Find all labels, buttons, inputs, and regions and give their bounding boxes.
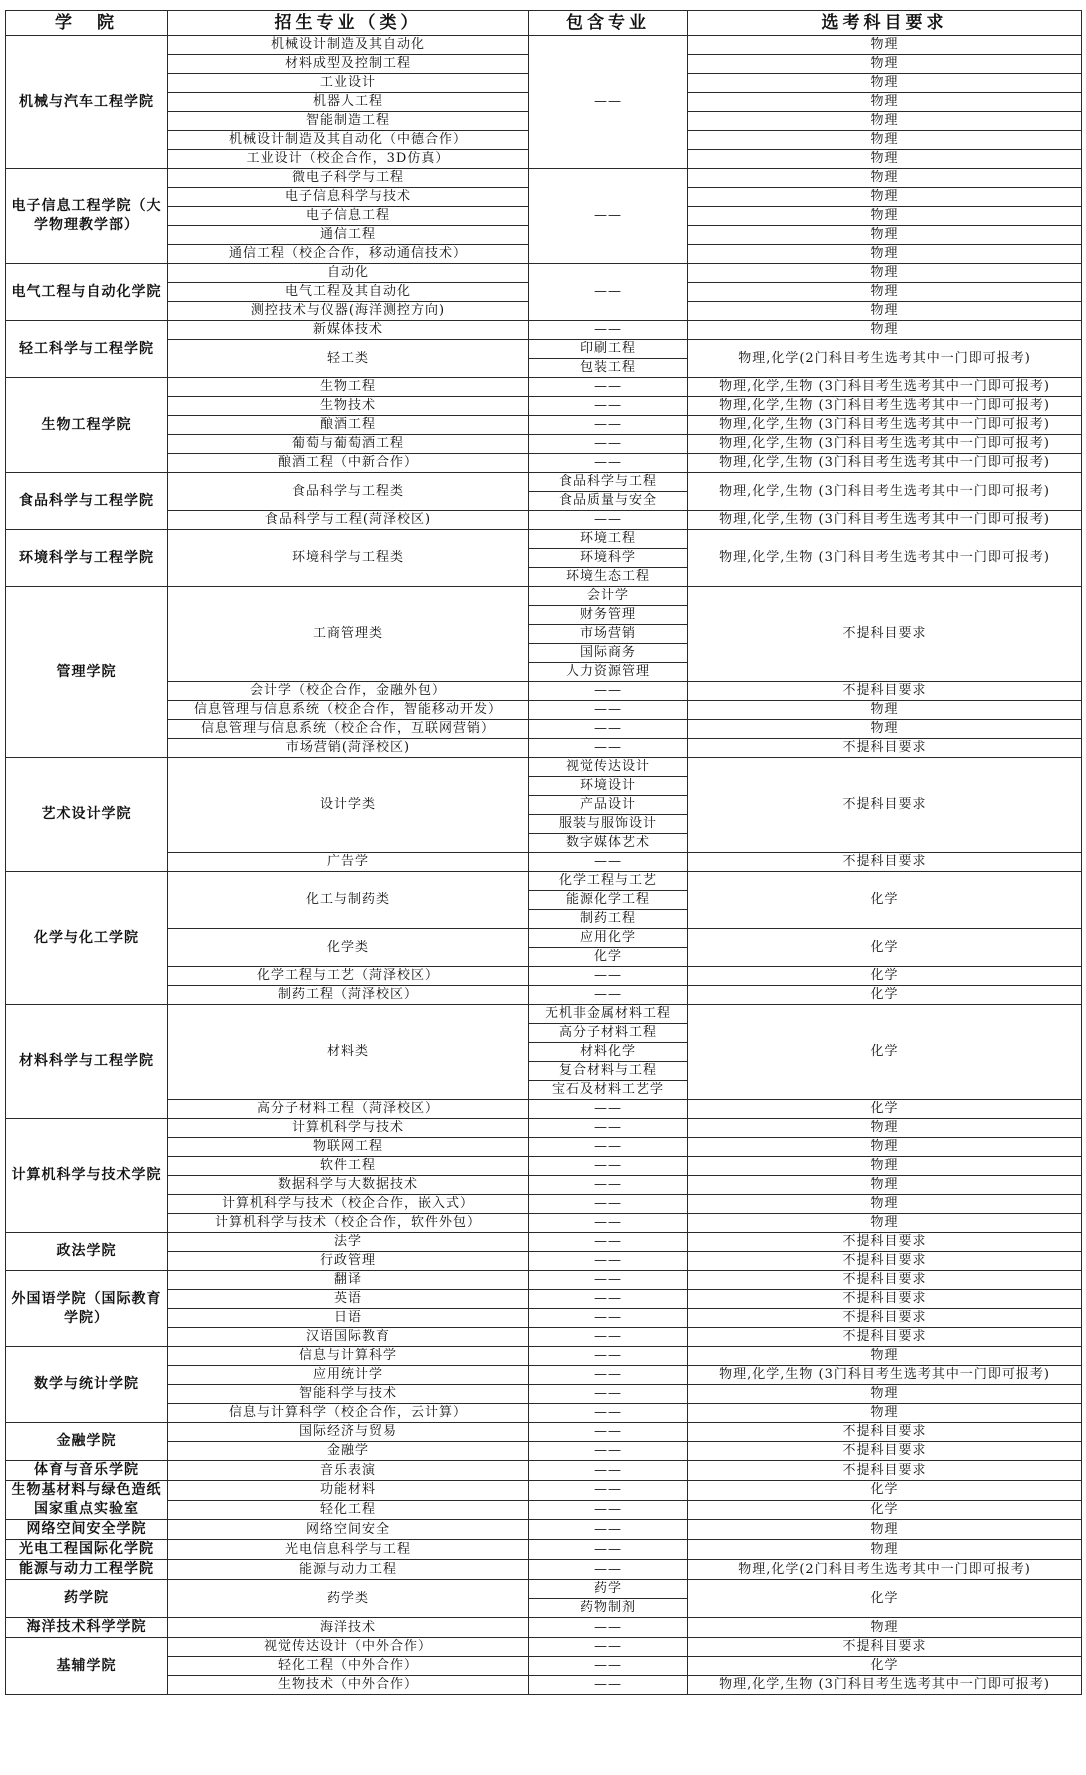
table-body [6,36,1082,1695]
includes-cell: 环境工程 [529,530,688,549]
major-cell: 金融学 [168,1442,529,1461]
table-row [6,435,1082,454]
subject-cell: 物理 [688,1385,1082,1404]
includes-cell: —— [529,1500,688,1520]
includes-cell: 化学工程与工艺 [529,872,688,891]
college-cell: 食品科学与工程学院 [6,473,168,530]
includes-cell: 能源化学工程 [529,891,688,910]
college-cell: 能源与动力工程学院 [6,1560,168,1580]
major-cell: 轻化工程 [168,1500,529,1520]
major-cell: 工商管理类 [168,587,529,682]
table-row [6,36,1082,55]
subject-cell: 物理 [688,93,1082,112]
table-row [6,1176,1082,1195]
subject-cell: 不提科目要求 [688,1233,1082,1252]
includes-cell: —— [529,986,688,1005]
subject-cell: 物理 [688,701,1082,720]
includes-cell: 视觉传达设计 [529,758,688,777]
subject-cell: 物理,化学,生物 (3门科目考生选考其中一门即可报考) [688,530,1082,587]
subject-cell: 物理 [688,1138,1082,1157]
subject-cell: 化学 [688,1580,1082,1618]
major-cell: 机械设计制造及其自动化（中德合作） [168,131,529,150]
includes-cell: 财务管理 [529,606,688,625]
major-cell: 数据科学与大数据技术 [168,1176,529,1195]
major-cell: 微电子科学与工程 [168,169,529,188]
table-row [6,872,1082,891]
subject-cell: 物理,化学,生物 (3门科目考生选考其中一门即可报考) [688,378,1082,397]
table-row [6,454,1082,473]
table-row [6,397,1082,416]
subject-cell: 物理 [688,207,1082,226]
subject-cell: 物理 [688,1195,1082,1214]
table-row [6,1366,1082,1385]
major-cell: 食品科学与工程类 [168,473,529,511]
subject-cell: 不提科目要求 [688,1461,1082,1481]
major-cell: 计算机科学与技术（校企合作，软件外包） [168,1214,529,1233]
includes-cell: —— [529,1138,688,1157]
header-subject: 选考科目要求 [688,11,1082,36]
includes-cell: 产品设计 [529,796,688,815]
includes-cell: 服装与服饰设计 [529,815,688,834]
includes-cell: —— [529,1385,688,1404]
subject-cell: 物理,化学,生物 (3门科目考生选考其中一门即可报考) [688,473,1082,511]
subject-cell: 物理 [688,226,1082,245]
includes-cell: —— [529,701,688,720]
subject-cell: 物理,化学,生物 (3门科目考生选考其中一门即可报考) [688,416,1082,435]
major-cell: 视觉传达设计（中外合作） [168,1638,529,1657]
includes-cell: 环境生态工程 [529,568,688,587]
major-cell: 国际经济与贸易 [168,1423,529,1442]
includes-cell: —— [529,1540,688,1560]
table-row [6,511,1082,530]
major-cell: 行政管理 [168,1252,529,1271]
includes-cell: 环境科学 [529,549,688,568]
major-cell: 通信工程 [168,226,529,245]
includes-cell: 材料化学 [529,1043,688,1062]
includes-cell: —— [529,967,688,986]
major-cell: 物联网工程 [168,1138,529,1157]
includes-cell: —— [529,1290,688,1309]
includes-cell: —— [529,853,688,872]
college-cell: 机械与汽车工程学院 [6,36,168,169]
subject-cell: 物理 [688,188,1082,207]
college-cell: 基辅学院 [6,1638,168,1695]
includes-cell: —— [529,1676,688,1695]
subject-cell: 不提科目要求 [688,1252,1082,1271]
major-cell: 测控技术与仪器(海洋测控方向) [168,302,529,321]
major-cell: 信息管理与信息系统（校企合作，互联网营销） [168,720,529,739]
includes-cell: 会计学 [529,587,688,606]
includes-cell: —— [529,1657,688,1676]
college-cell: 金融学院 [6,1423,168,1461]
subject-cell: 化学 [688,1500,1082,1520]
college-cell: 药学院 [6,1580,168,1618]
includes-cell: —— [529,321,688,340]
table-row [6,169,1082,188]
major-cell: 机械设计制造及其自动化 [168,36,529,55]
table-row [6,1560,1082,1580]
subject-cell: 化学 [688,1100,1082,1119]
table-row [6,587,1082,606]
table-row [6,720,1082,739]
includes-cell: —— [529,1328,688,1347]
subject-cell: 物理 [688,264,1082,283]
table-row [6,1520,1082,1540]
table-row [6,967,1082,986]
includes-cell: 人力资源管理 [529,663,688,682]
major-cell: 海洋技术 [168,1618,529,1638]
subject-cell: 物理 [688,1176,1082,1195]
major-cell: 机器人工程 [168,93,529,112]
includes-cell: —— [529,1481,688,1501]
subject-cell: 物理,化学,生物 (3门科目考生选考其中一门即可报考) [688,435,1082,454]
table-row [6,1618,1082,1638]
subject-cell: 物理,化学,生物 (3门科目考生选考其中一门即可报考) [688,1676,1082,1695]
subject-cell: 物理 [688,1214,1082,1233]
table-row [6,264,1082,283]
table-row [6,929,1082,948]
table-row [6,1119,1082,1138]
major-cell: 生物技术（中外合作） [168,1676,529,1695]
subject-cell: 不提科目要求 [688,1271,1082,1290]
major-cell: 药学类 [168,1580,529,1618]
includes-cell: —— [529,378,688,397]
includes-cell: —— [529,1195,688,1214]
table-row [6,1676,1082,1695]
subject-cell: 不提科目要求 [688,682,1082,701]
college-cell: 体育与音乐学院 [6,1461,168,1481]
major-cell: 制药工程（菏泽校区） [168,986,529,1005]
includes-cell: —— [529,720,688,739]
subject-cell: 物理,化学,生物 (3门科目考生选考其中一门即可报考) [688,397,1082,416]
major-cell: 广告学 [168,853,529,872]
table-row [6,1214,1082,1233]
subject-cell: 物理,化学,生物 (3门科目考生选考其中一门即可报考) [688,454,1082,473]
includes-cell: 食品科学与工程 [529,473,688,492]
includes-cell: —— [529,264,688,321]
college-cell: 环境科学与工程学院 [6,530,168,587]
subject-cell: 物理 [688,1157,1082,1176]
table-row [6,1638,1082,1657]
college-cell: 材料科学与工程学院 [6,1005,168,1119]
includes-cell: 无机非金属材料工程 [529,1005,688,1024]
table-row [6,1005,1082,1024]
table-row [6,1442,1082,1461]
college-cell: 光电工程国际化学院 [6,1540,168,1560]
includes-cell: —— [529,1461,688,1481]
subject-cell: 化学 [688,1005,1082,1100]
includes-cell: —— [529,1309,688,1328]
major-cell: 翻译 [168,1271,529,1290]
table-row [6,473,1082,492]
subject-cell: 不提科目要求 [688,1442,1082,1461]
includes-cell: —— [529,169,688,264]
table-row [6,739,1082,758]
major-cell: 电子信息工程 [168,207,529,226]
includes-cell: 国际商务 [529,644,688,663]
major-cell: 新媒体技术 [168,321,529,340]
subject-cell: 物理 [688,131,1082,150]
subject-cell: 不提科目要求 [688,739,1082,758]
subject-cell: 不提科目要求 [688,1290,1082,1309]
subject-cell: 物理 [688,169,1082,188]
table-row [6,1252,1082,1271]
major-cell: 轻化工程（中外合作） [168,1657,529,1676]
includes-cell: 食品质量与安全 [529,492,688,511]
table-row [6,1500,1082,1520]
includes-cell: —— [529,1423,688,1442]
major-cell: 化学工程与工艺（菏泽校区） [168,967,529,986]
major-cell: 软件工程 [168,1157,529,1176]
table-row [6,1657,1082,1676]
includes-cell: 制药工程 [529,910,688,929]
includes-cell: —— [529,1404,688,1423]
major-cell: 电子信息科学与技术 [168,188,529,207]
subject-cell: 化学 [688,967,1082,986]
includes-cell: —— [529,397,688,416]
major-cell: 生物技术 [168,397,529,416]
major-cell: 工业设计（校企合作，3D仿真） [168,150,529,169]
table-row [6,1347,1082,1366]
header-includes: 包含专业 [529,11,688,36]
major-cell: 设计学类 [168,758,529,853]
table-row [6,986,1082,1005]
includes-cell: —— [529,1560,688,1580]
includes-cell: 市场营销 [529,625,688,644]
table-row [6,1138,1082,1157]
table-row [6,340,1082,359]
includes-cell: —— [529,682,688,701]
includes-cell: —— [529,1638,688,1657]
includes-cell: 应用化学 [529,929,688,948]
includes-cell: —— [529,1214,688,1233]
major-cell: 应用统计学 [168,1366,529,1385]
subject-cell: 化学 [688,1481,1082,1501]
major-cell: 通信工程（校企合作，移动通信技术） [168,245,529,264]
includes-cell: —— [529,36,688,169]
table-row [6,1157,1082,1176]
subject-cell: 物理 [688,1618,1082,1638]
subject-cell: 不提科目要求 [688,1309,1082,1328]
college-cell: 数学与统计学院 [6,1347,168,1423]
major-cell: 酿酒工程 [168,416,529,435]
includes-cell: 宝石及材料工艺学 [529,1081,688,1100]
major-cell: 网络空间安全 [168,1520,529,1540]
table-row [6,1290,1082,1309]
major-cell: 化工与制药类 [168,872,529,929]
table-row [6,1461,1082,1481]
major-cell: 音乐表演 [168,1461,529,1481]
subject-cell: 物理 [688,302,1082,321]
includes-cell: 印刷工程 [529,340,688,359]
major-cell: 计算机科学与技术 [168,1119,529,1138]
major-cell: 化学类 [168,929,529,967]
table-row [6,378,1082,397]
college-cell: 电气工程与自动化学院 [6,264,168,321]
includes-cell: —— [529,739,688,758]
subject-cell: 物理 [688,55,1082,74]
table-row [6,1100,1082,1119]
college-cell: 管理学院 [6,587,168,758]
subject-cell: 物理 [688,245,1082,264]
table-row [6,758,1082,777]
subject-cell: 物理 [688,112,1082,131]
major-cell: 日语 [168,1309,529,1328]
table-row [6,701,1082,720]
major-cell: 葡萄与葡萄酒工程 [168,435,529,454]
subject-cell: 不提科目要求 [688,1638,1082,1657]
major-cell: 功能材料 [168,1481,529,1501]
major-cell: 电气工程及其自动化 [168,283,529,302]
includes-cell: 化学 [529,948,688,967]
major-cell: 信息管理与信息系统（校企合作，智能移动开发） [168,701,529,720]
major-cell: 智能科学与技术 [168,1385,529,1404]
includes-cell: —— [529,1119,688,1138]
includes-cell: —— [529,1100,688,1119]
subject-cell: 物理 [688,1347,1082,1366]
table-row [6,1309,1082,1328]
college-cell: 轻工科学与工程学院 [6,321,168,378]
major-cell: 生物工程 [168,378,529,397]
major-cell: 市场营销(菏泽校区) [168,739,529,758]
major-cell: 信息与计算科学 [168,1347,529,1366]
major-cell: 能源与动力工程 [168,1560,529,1580]
includes-cell: —— [529,511,688,530]
table-row [6,1271,1082,1290]
major-cell: 计算机科学与技术（校企合作，嵌入式） [168,1195,529,1214]
subject-cell: 物理 [688,150,1082,169]
table-row [6,1423,1082,1442]
college-cell: 电子信息工程学院（大学物理教学部） [6,169,168,264]
includes-cell: —— [529,1233,688,1252]
table-row [6,682,1082,701]
includes-cell: —— [529,1157,688,1176]
college-cell: 网络空间安全学院 [6,1520,168,1540]
major-cell: 材料成型及控制工程 [168,55,529,74]
header-row [6,11,1082,36]
table-row [6,853,1082,872]
table-row [6,1385,1082,1404]
major-cell: 自动化 [168,264,529,283]
table-row [6,530,1082,549]
subject-cell: 物理,化学,生物 (3门科目考生选考其中一门即可报考) [688,1366,1082,1385]
major-cell: 会计学（校企合作，金融外包） [168,682,529,701]
table-row [6,416,1082,435]
includes-cell: 高分子材料工程 [529,1024,688,1043]
subject-cell: 不提科目要求 [688,758,1082,853]
major-cell: 酿酒工程（中新合作） [168,454,529,473]
subject-cell: 物理 [688,1119,1082,1138]
table-row [6,1195,1082,1214]
includes-cell: 复合材料与工程 [529,1062,688,1081]
table-row [6,321,1082,340]
table-row [6,1481,1082,1501]
subject-cell: 物理 [688,1520,1082,1540]
college-cell: 生物工程学院 [6,378,168,473]
major-cell: 高分子材料工程（菏泽校区） [168,1100,529,1119]
includes-cell: —— [529,1347,688,1366]
subject-cell: 物理 [688,283,1082,302]
includes-cell: —— [529,1271,688,1290]
includes-cell: —— [529,1520,688,1540]
college-cell: 计算机科学与技术学院 [6,1119,168,1233]
major-cell: 英语 [168,1290,529,1309]
table-row [6,1404,1082,1423]
major-cell: 食品科学与工程(菏泽校区) [168,511,529,530]
subject-cell: 化学 [688,872,1082,929]
subject-cell: 物理 [688,1540,1082,1560]
subject-cell: 物理,化学(2门科目考生选考其中一门即可报考) [688,340,1082,378]
major-cell: 汉语国际教育 [168,1328,529,1347]
table-row [6,1540,1082,1560]
major-cell: 光电信息科学与工程 [168,1540,529,1560]
table-row [6,1233,1082,1252]
subject-cell: 化学 [688,929,1082,967]
subject-cell: 不提科目要求 [688,587,1082,682]
major-cell: 环境科学与工程类 [168,530,529,587]
includes-cell: —— [529,1618,688,1638]
major-cell: 信息与计算科学（校企合作，云计算） [168,1404,529,1423]
includes-cell: —— [529,1366,688,1385]
header-college: 学 院 [6,11,168,36]
includes-cell: —— [529,454,688,473]
table-row [6,1328,1082,1347]
includes-cell: —— [529,1442,688,1461]
major-cell: 智能制造工程 [168,112,529,131]
subject-cell: 不提科目要求 [688,853,1082,872]
subject-cell: 物理 [688,1404,1082,1423]
subject-cell: 化学 [688,1657,1082,1676]
college-cell: 化学与化工学院 [6,872,168,1005]
subject-cell: 不提科目要求 [688,1423,1082,1442]
subject-cell: 物理 [688,321,1082,340]
includes-cell: 数字媒体艺术 [529,834,688,853]
includes-cell: 药物制剂 [529,1599,688,1618]
table-row [6,1580,1082,1599]
college-cell: 海洋技术科学学院 [6,1618,168,1638]
subject-cell: 物理 [688,36,1082,55]
subject-cell: 化学 [688,986,1082,1005]
subject-cell: 物理,化学,生物 (3门科目考生选考其中一门即可报考) [688,511,1082,530]
major-cell: 材料类 [168,1005,529,1100]
college-cell: 生物基材料与绿色造纸国家重点实验室 [6,1481,168,1520]
includes-cell: 包装工程 [529,359,688,378]
includes-cell: —— [529,416,688,435]
college-cell: 政法学院 [6,1233,168,1271]
header-major: 招生专业（类） [168,11,529,36]
subject-cell: 物理 [688,720,1082,739]
major-cell: 工业设计 [168,74,529,93]
subject-cell: 不提科目要求 [688,1328,1082,1347]
college-cell: 艺术设计学院 [6,758,168,872]
includes-cell: —— [529,1252,688,1271]
major-cell: 法学 [168,1233,529,1252]
includes-cell: —— [529,435,688,454]
major-cell: 轻工类 [168,340,529,378]
college-cell: 外国语学院（国际教育学院） [6,1271,168,1347]
subject-cell: 物理,化学(2门科目考生选考其中一门即可报考) [688,1560,1082,1580]
admission-subject-table [5,10,1082,1695]
includes-cell: —— [529,1176,688,1195]
includes-cell: 药学 [529,1580,688,1599]
subject-cell: 物理 [688,74,1082,93]
includes-cell: 环境设计 [529,777,688,796]
